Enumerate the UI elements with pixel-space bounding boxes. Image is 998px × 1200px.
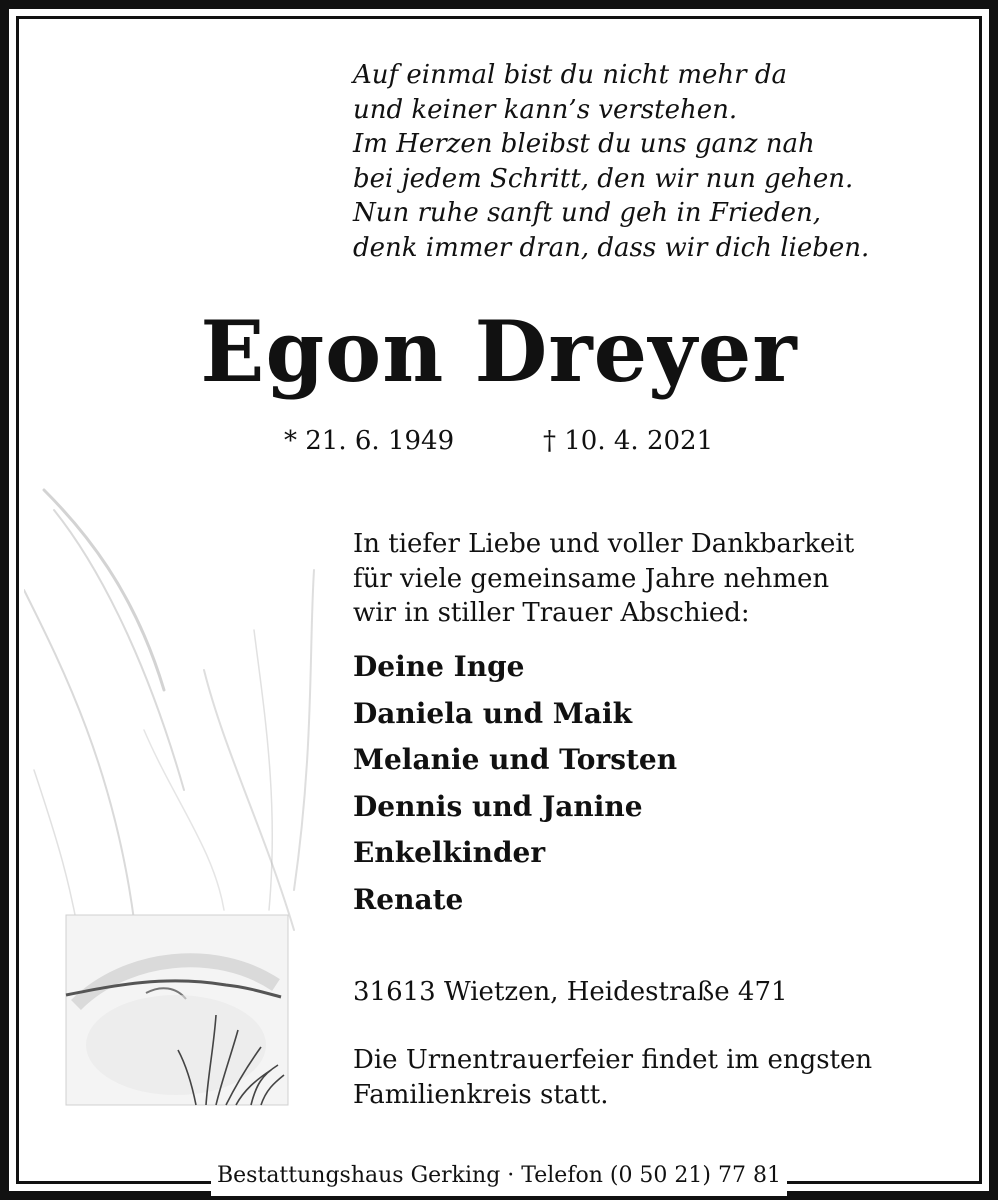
deceased-name: Egon Dreyer: [200, 302, 798, 401]
poem-line: und keiner kann’s verstehen.: [353, 94, 738, 125]
funeral-line: Familienkreis statt.: [353, 1079, 609, 1110]
mourner-name: Renate: [353, 882, 464, 916]
eye-sketch: [66, 915, 288, 1105]
poem-line: bei jedem Schritt, den wir nun gehen.: [353, 163, 854, 194]
mourners-list: [353, 644, 973, 923]
mourner-name: Melanie und Torsten: [353, 743, 678, 776]
intro-line: In tiefer Liebe und voller Dankbarkeit: [353, 529, 855, 559]
footer: [16, 1156, 982, 1196]
mourner-name: Daniela und Maik: [353, 696, 632, 730]
poem-line: Auf einmal bist du nicht mehr da: [353, 60, 787, 90]
mourner-name: Enkelkinder: [353, 836, 546, 869]
intro-line: für viele gemeinsame Jahre nehmen: [353, 563, 830, 594]
birth-date: * 21. 6. 1949: [284, 426, 455, 456]
poem-line: Im Herzen bleibst du uns ganz nah: [353, 129, 815, 159]
funeral-line: Die Urnentrauerfeier findet im engsten: [353, 1045, 873, 1075]
grass-eye-sketch-illustration: [24, 470, 344, 1150]
poem-line: Nun ruhe sanft und geh in Frieden,: [353, 198, 821, 228]
intro-line: wir in stiller Trauer Abschied:: [353, 598, 750, 628]
mourner-name: Dennis und Janine: [353, 789, 643, 823]
death-date: † 10. 4. 2021: [543, 426, 714, 456]
funeral-note: [353, 1043, 973, 1112]
family-address: 31613 Wietzen, Heidestraße 471: [353, 977, 788, 1007]
memorial-poem: [353, 58, 953, 265]
mourning-intro: [353, 527, 973, 631]
poem-line: denk immer dran, dass wir dich lieben.: [353, 232, 870, 263]
mourner-name: Deine Inge: [353, 650, 525, 683]
funeral-home-contact: Bestattungshaus Gerking · Telefon (0 50 21) 77 81: [211, 1156, 787, 1196]
